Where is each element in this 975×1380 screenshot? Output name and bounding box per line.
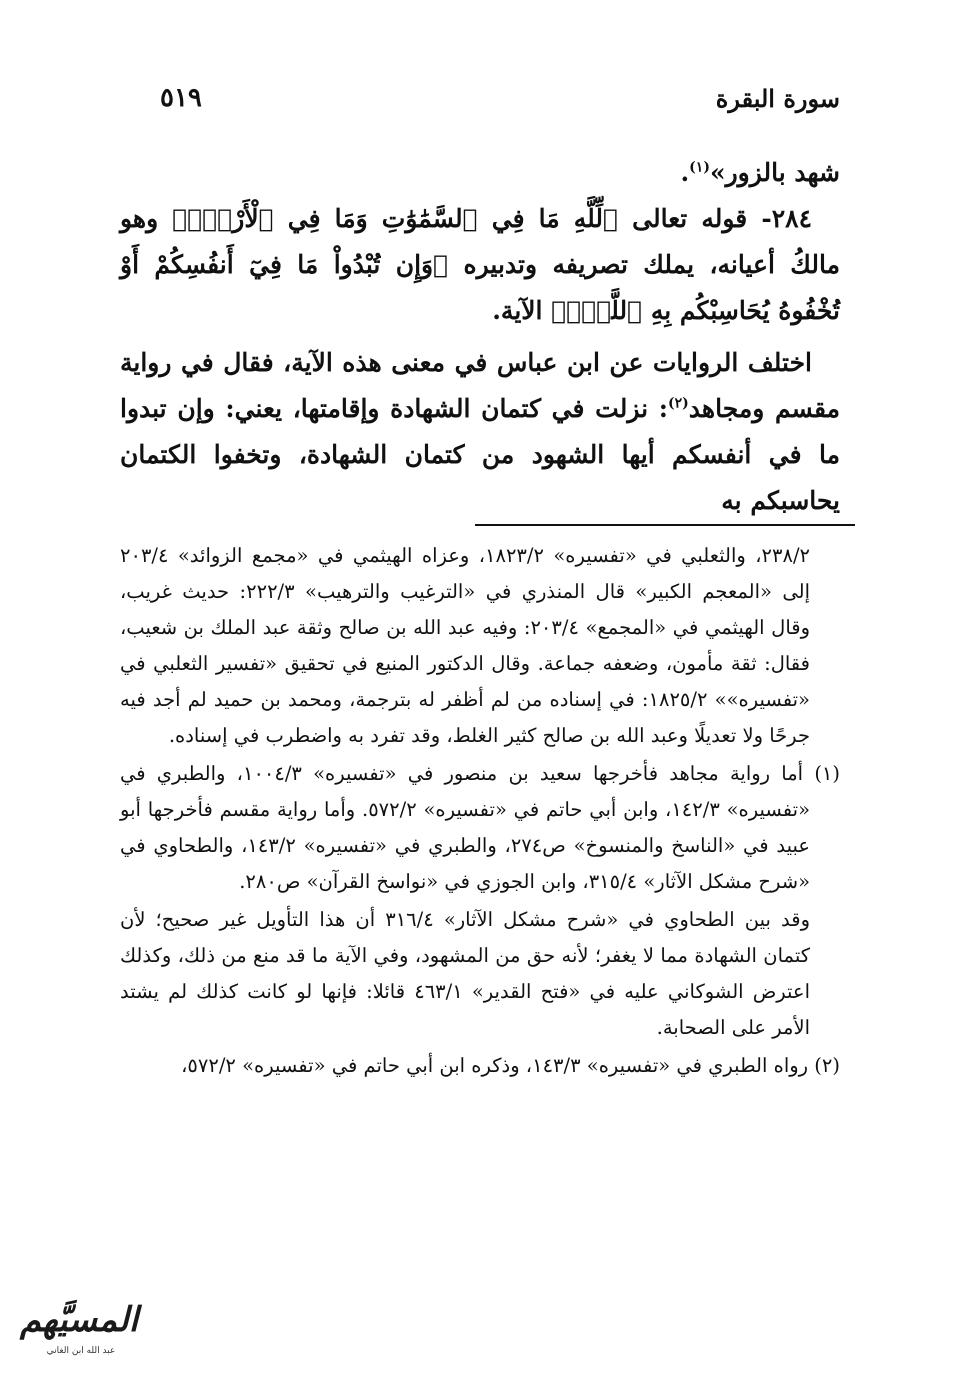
paragraph-verse-284 [120,196,840,334]
footnote-ref-1: (١) [689,159,710,176]
watermark-logo-text: المسيَّهم [19,1300,139,1340]
paragraph-2-part-b: : نزلت في كتمان الشهادة وإقامتها، يعني: وإن تبدوا ما في أنفسكم أيها الشهود من كتمان الشهادة، وتخفوا الكتمان يحاسبكم به [120,394,840,515]
main-line-1-end: . [680,158,690,187]
paragraph-2-part-a: اختلف الروايات عن ابن عباس في معنى هذه الآية، فقال في رواية مقسم ومجاهد [120,348,840,423]
paragraph-1-part-b: وهو مالكُ أعيانه، يملك تصريفه وتدبيره [120,204,840,279]
main-text [120,150,840,524]
quran-quote-2: ﴿وَإِن تُبْدُواْ مَا فِيٓ أَنفُسِكُمْ أَوْ تُخْفُوهُ يُحَاسِبْكُم بِهِ ٱللَّهُۖ﴾ [120,250,840,325]
footnote-2 [120,1048,840,1084]
footnote-1-text: أما رواية مجاهد فأخرجها سعيد بن منصور في «تفسيره» ١٠٠٤/٣، والطبري في «تفسيره» ١٤٢/٣، وابن أبي حاتم في «تفسيره» ٥٧٢/٢. وأما رواية مقسم فأخرجها أبو عبيد في «الناسخ والمنسوخ» ص٢٧٤، والطبري في «تفسيره» ١٤٣/٢، والطحاوي في «شرح مشكل الآثار» ٣١٥/٤، وابن الجوزي في «نواسخ القرآن» ص٢٨٠. [120,762,815,893]
main-line-1 [120,150,840,196]
quran-quote-1: ﴿لِّلَّهِ مَا فِي ٱلسَّمَٰوَٰتِ وَمَا فِي ٱلْأَرْضِۗ﴾ [172,204,619,233]
verse-number: ٢٨٤ [771,204,813,233]
footnote-2-text: رواه الطبري في «تفسيره» ١٤٣/٣، وذكره ابن أبي حاتم في «تفسيره» ٥٧٢/٢، [181,1054,815,1077]
footnote-1-number: (١) [814,762,841,785]
footnote-separator [475,524,855,526]
paragraph-1-part-a: - قوله تعالى [618,204,772,233]
paragraph-2 [120,340,840,524]
main-line-1-text: شهد بالزور» [709,158,840,187]
footnote-1-continued: وقد بين الطحاوي في «شرح مشكل الآثار» ٣١٦/٤ أن هذا التأويل غير صحيح؛ لأن كتمان الشهادة مما لا يغفر؛ لأنه حق من المشهود، وفي الآية ما قد منع من ذلك، وكذلك اعترض الشوكاني عليه في «فتح القدير» ٤٦٣/١ قائلا: فإنها لو كانت كذلك لم يشتد الأمر على الصحابة. [120,908,810,1039]
footnote-2-number: (٢) [814,1054,840,1077]
footnote-ref-2: (٢) [668,395,689,412]
footnote-1 [120,756,840,900]
watermark-sub-text: عبد الله ابن الغاني [46,1346,116,1356]
footnotes [120,538,840,1086]
footnote-continuation: ٢٣٨/٢، والثعلبي في «تفسيره» ١٨٢٣/٢، وعزاه الهيثمي في «مجمع الزوائد» ٢٠٣/٤ إلى «المعجم الكبير» قال المنذري في «الترغيب والترهيب» ٢٢٢/٣: حديث غريب، وقال الهيثمي في «المجمع» ٢٠٣/٤: وفيه عبد الله بن صالح وثقة عبد الملك بن شعيب، فقال: ثقة مأمون، وضعفه جماعة. وقال الدكتور المنيع في تحقيق «تفسير الثعلبي في «تفسيره»» ١٨٢٥/٢: في إسناده من لم أظفر له بترجمة، ومحمد بن حميد لم أجد فيه جرحًا ولا تعديلًا وعبد الله بن صالح كثير الغلط، وقد تفرد به واضطرب في إسناده. [120,544,810,747]
page-number: ٥١٩ [160,83,202,113]
surah-title: سورة البقرة [715,83,840,113]
watermark-logo [14,1296,144,1366]
paragraph-1-part-c: الآية. [492,296,552,325]
page-header [160,78,840,118]
